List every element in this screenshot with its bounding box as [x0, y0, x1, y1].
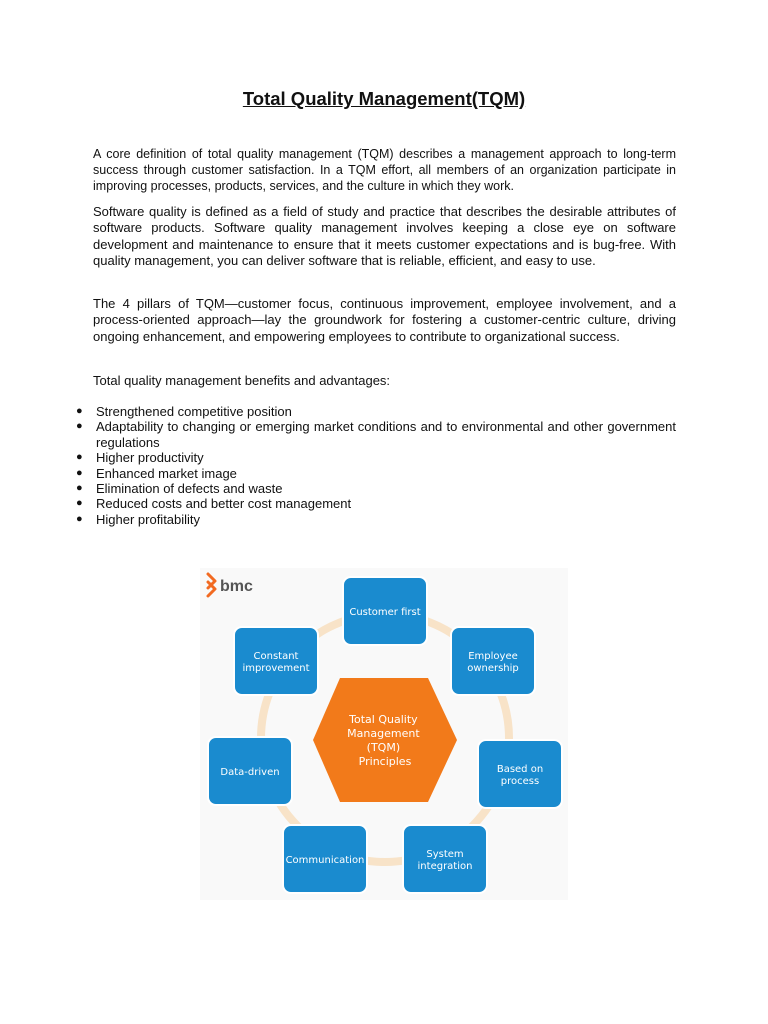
principle-label	[220, 767, 279, 778]
principle-label-line: Communication	[285, 855, 365, 866]
principle-node	[208, 737, 292, 805]
center-label-line: Total Quality	[349, 713, 418, 726]
principle-label-line: Employee	[468, 651, 518, 662]
principle-node	[283, 825, 367, 893]
list-item: ● Enhanced market image	[76, 465, 237, 481]
tqm-principles-diagram	[200, 568, 568, 900]
list-item: ● Adaptability to changing or emerging market conditions and to environmental and other government regulations	[76, 419, 676, 450]
principle-label-line: Based on	[496, 764, 544, 775]
bullet-icon: ●	[76, 482, 83, 495]
bullet-icon: ●	[76, 420, 83, 433]
bullet-icon: ●	[76, 451, 83, 464]
principle-label	[286, 855, 365, 866]
tqm-diagram-svg	[200, 568, 568, 900]
center-hexagon	[313, 678, 457, 802]
bullet-icon: ●	[76, 512, 83, 525]
bmc-logo-mark-icon	[208, 574, 215, 596]
principle-node	[343, 577, 427, 645]
bmc-logo	[208, 574, 253, 596]
principle-label-line: ownership	[467, 663, 519, 674]
list-item: ● Elimination of defects and waste	[76, 481, 283, 497]
paragraph-software-quality: Software quality is defined as a field of study and practice that describes the desirable attributes of software products. Software quality management involves keeping a close eye on software development and maintenance to ensure that it meets customer expectations and is bug-free. With quality management, you can deliver software that is reliable, efficient, and easy to use.	[93, 204, 676, 269]
center-label-line: Principles	[358, 755, 412, 768]
principle-label-line: integration	[417, 861, 473, 872]
principle-node	[403, 825, 487, 893]
principle-node	[234, 627, 318, 695]
principle-label	[349, 607, 420, 618]
paragraph-definition: A core definition of total quality management (TQM) describes a management approach to long-term success through customer satisfaction. In a TQM effort, all members of an organization participate in improving processes, products, services, and the culture in which they work.	[93, 147, 676, 193]
principle-label	[467, 651, 519, 674]
list-item: ● Higher productivity	[76, 450, 204, 466]
principle-label-line: System	[426, 849, 464, 860]
center-label-line: (TQM)	[366, 741, 401, 754]
principle-label-line: Customer first	[349, 607, 421, 618]
principle-label-line: process	[500, 776, 540, 787]
paragraph-benefits-intro: Total quality management benefits and advantages:	[93, 373, 391, 388]
principle-label-line: Data-driven	[220, 767, 280, 778]
bmc-logo-text: bmc	[220, 578, 253, 595]
principle-label-line: Constant	[253, 651, 299, 662]
benefits-list	[76, 404, 676, 527]
bullet-icon: ●	[76, 497, 83, 510]
center-label-line: Management	[347, 727, 420, 740]
paragraph-four-pillars: The 4 pillars of TQM—customer focus, continuous improvement, employee involvement, and a process-oriented approach—lay the groundwork for fostering a customer-centric culture, driving ongoing enhancement, and empowering employees to contribute to organizational success.	[93, 296, 676, 344]
list-item: ● Higher profitability	[76, 511, 201, 527]
bullet-icon: ●	[76, 405, 83, 417]
bullet-icon: ●	[76, 466, 83, 479]
principle-label-line: improvement	[242, 663, 310, 674]
principle-node	[478, 740, 562, 808]
document-title: Total Quality Management(TQM)	[242, 88, 526, 109]
list-item: ● Reduced costs and better cost management	[76, 496, 352, 512]
principle-node	[451, 627, 535, 695]
list-item: ● Strengthened competitive position	[76, 404, 292, 419]
principle-label	[497, 764, 543, 787]
